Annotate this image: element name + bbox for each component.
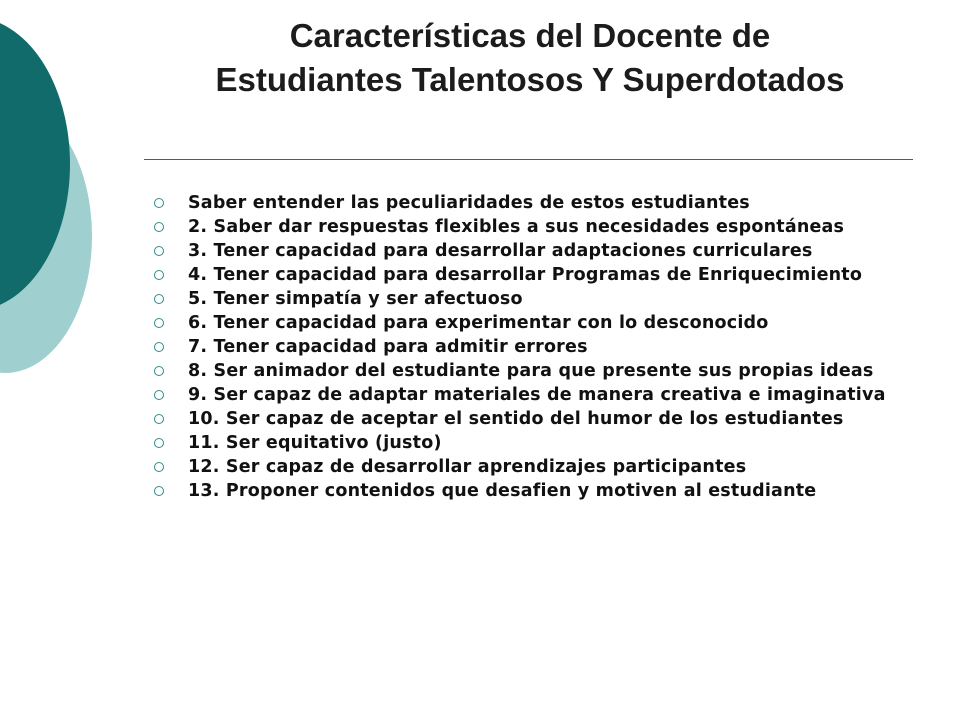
list-item-text: 9. Ser capaz de adaptar materiales de manera creativa e imaginativa (188, 385, 886, 405)
list-item (152, 434, 912, 453)
list-item (152, 410, 912, 429)
list-item-text: Saber entender las peculiaridades de estos estudiantes (188, 193, 750, 213)
bullet-circle-icon (154, 270, 164, 280)
list-item-text: 7. Tener capacidad para admitir errores (188, 337, 588, 357)
bullet-circle-icon (154, 294, 164, 304)
list-item-text: 11. Ser equitativo (justo) (188, 433, 442, 453)
bullet-circle-icon (154, 462, 164, 472)
list-item (152, 290, 912, 309)
list-item-text: 4. Tener capacidad para desarrollar Programas de Enriquecimiento (188, 265, 863, 285)
list-item (152, 314, 912, 333)
dark-teal-circle (0, 17, 70, 311)
bullet-circle-icon (154, 366, 164, 376)
list-item (152, 362, 912, 381)
list-item-text: 5. Tener simpatía y ser afectuoso (188, 289, 523, 309)
light-teal-circle (0, 99, 92, 373)
list-item (152, 218, 912, 237)
list-item (152, 338, 912, 357)
list-item (152, 482, 912, 501)
slide-title (140, 14, 920, 102)
list-item-text: 13. Proponer contenidos que desafien y motiven al estudiante (188, 481, 817, 501)
list-item-text: 10. Ser capaz de aceptar el sentido del humor de los estudiantes (188, 409, 844, 429)
bullet-circle-icon (154, 198, 164, 208)
list-item (152, 242, 912, 261)
list-item (152, 458, 912, 477)
list-item-text: 2. Saber dar respuestas flexibles a sus necesidades espontáneas (188, 217, 845, 237)
slide-title-line-2: Estudiantes Talentosos Y Superdotados (215, 61, 845, 98)
list-item-text: 3. Tener capacidad para desarrollar adaptaciones curriculares (188, 241, 813, 261)
bullet-circle-icon (154, 318, 164, 328)
bullet-circle-icon (154, 390, 164, 400)
bullet-list (152, 194, 912, 506)
bullet-circle-icon (154, 438, 164, 448)
bullet-circle-icon (154, 342, 164, 352)
bullet-circle-icon (154, 486, 164, 496)
list-item-text: 8. Ser animador del estudiante para que presente sus propias ideas (188, 361, 874, 381)
slide-title-line-1: Características del Docente de (289, 17, 771, 54)
bullet-circle-icon (154, 246, 164, 256)
list-item (152, 266, 912, 285)
bullet-circle-icon (154, 222, 164, 232)
list-item (152, 386, 912, 405)
list-item (152, 194, 912, 213)
bullet-circle-icon (154, 414, 164, 424)
list-item-text: 12. Ser capaz de desarrollar aprendizajes participantes (188, 457, 747, 477)
list-item-text: 6. Tener capacidad para experimentar con lo desconocido (188, 313, 769, 333)
title-divider (144, 159, 913, 160)
